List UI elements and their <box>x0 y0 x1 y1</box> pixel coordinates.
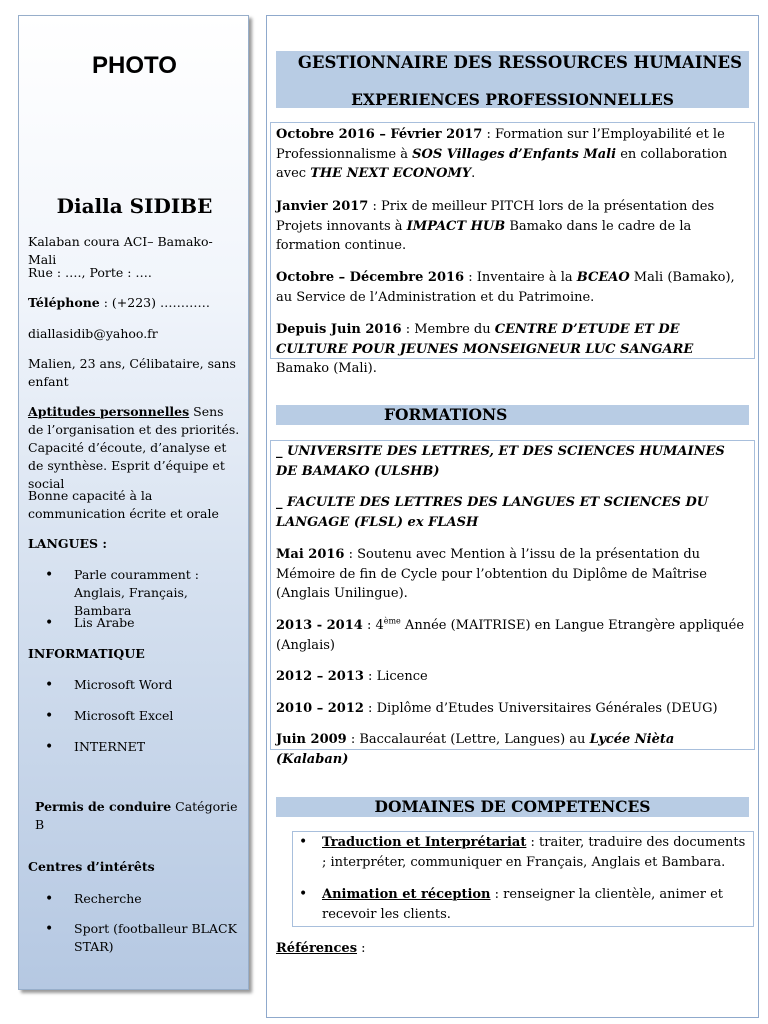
langue-item: Lis Arabe <box>74 615 135 630</box>
formation-date: Juin 2009 <box>276 732 347 747</box>
phone-value: : (+223) ………… <box>99 295 210 310</box>
personal-status: Malien, 23 ans, Célibataire, sans enfant <box>28 356 236 389</box>
bullet: • <box>45 891 54 907</box>
experience-date: Octobre – Décembre 2016 <box>276 270 465 285</box>
formation-institution: _ FACULTE DES LETTRES DES LANGUES ET SCIENCES DU LANGAGE (FLSL) ex FLASH <box>276 495 709 530</box>
aptitudes-label: Aptitudes personnelles <box>28 404 190 419</box>
phone-label: Téléphone <box>28 295 100 310</box>
bullet: • <box>45 739 54 755</box>
competence-label: Animation et réception <box>322 887 491 902</box>
formation-date: Mai 2016 <box>276 547 345 562</box>
formation-item: Juin 2009 : Baccalauréat (Lettre, Langues) au Lycée Nièta (Kalaban) <box>276 732 675 767</box>
bullet: • <box>45 677 54 693</box>
bullet: • <box>299 886 308 902</box>
bullet: • <box>45 921 54 937</box>
address: Kalaban coura ACI– Bamako- Mali <box>28 234 213 267</box>
competence-item: Traduction et Interprétariat : traiter, traduire des documents ; interpréter, communiquer en Français, Anglais et Bambara. <box>322 835 746 870</box>
permis-label: Permis de conduire <box>35 799 172 814</box>
email: diallasidib@yahoo.fr <box>28 326 158 341</box>
bullet: • <box>45 567 54 583</box>
job-title: GESTIONNAIRE DES RESSOURCES HUMAINES <box>297 53 742 72</box>
informatique-item: Microsoft Word <box>74 677 173 692</box>
formation-item: Mai 2016 : Soutenu avec Mention à l’issu de la présentation du Mémoire de fin de Cycle pour l’obtention du Diplôme de Maîtrise (Anglais Unilingue). <box>276 547 707 601</box>
experience-date: Janvier 2017 <box>276 199 369 214</box>
phone <box>28 294 242 312</box>
aptitudes-text: Sens de l’organisation et des priorités. Capacité d’écoute, d’analyse et de synthèse. Esprit d’équipe et social <box>28 404 240 491</box>
aptitudes <box>28 403 242 493</box>
competence-label: Traduction et Interprétariat <box>322 835 527 850</box>
interets-heading: Centres d’intérêts <box>28 859 155 874</box>
experience-item: Octobre 2016 – Février 2017 : Formation sur l’Employabilité et le Professionnalisme à SOS Villages d’Enfants Mali en collaboration avec THE NEXT ECONOMY. <box>276 127 728 181</box>
formation-item: 2012 – 2013 : Licence <box>276 669 428 684</box>
informatique-item: INTERNET <box>74 739 146 754</box>
experience-date: Octobre 2016 – Février 2017 <box>276 127 483 142</box>
experience-date: Depuis Juin 2016 <box>276 322 402 337</box>
header-band <box>276 51 749 108</box>
informatique-heading: INFORMATIQUE <box>28 646 145 661</box>
experience-item: Depuis Juin 2016 : Membre du CENTRE D’ETUDE ET DE CULTURE POUR JEUNES MONSEIGNEUR LUC SANGARE Bamako (Mali). <box>276 322 694 376</box>
formations-title: FORMATIONS <box>276 405 749 425</box>
sidebar <box>18 15 249 990</box>
langues-heading: LANGUES : <box>28 536 108 551</box>
references: Références : <box>276 941 366 956</box>
competence-item: Animation et réception : renseigner la clientèle, animer et recevoir les clients. <box>322 887 723 922</box>
bullet: • <box>45 615 54 631</box>
formation-date: 2010 – 2012 <box>276 701 364 716</box>
candidate-name: Dialla SIDIBE <box>56 194 213 218</box>
interet-item: Recherche <box>74 891 142 906</box>
photo-placeholder: PHOTO <box>92 52 177 79</box>
bullet: • <box>299 834 308 850</box>
interet-item: Sport (footballeur BLACK STAR) <box>74 921 237 954</box>
experiences-title: EXPERIENCES PROFESSIONNELLES <box>351 90 674 109</box>
competences-title: DOMAINES DE COMPETENCES <box>276 797 749 817</box>
langue-item: Parle couramment : Anglais, Français, Bambara <box>74 567 200 618</box>
street: Rue : …., Porte : …. <box>28 265 152 280</box>
experience-item: Janvier 2017 : Prix de meilleur PITCH lors de la présentation des Projets innovants à IMPACT HUB Bamako dans le cadre de la formation continue. <box>276 199 715 253</box>
experience-item: Octobre – Décembre 2016 : Inventaire à la BCEAO Mali (Bamako), au Service de l’Administration et du Patrimoine. <box>276 270 735 305</box>
formation-date: 2013 - 2014 <box>276 618 363 633</box>
permis <box>35 798 249 834</box>
formation-date: 2012 – 2013 <box>276 669 364 684</box>
informatique-item: Microsoft Excel <box>74 708 174 723</box>
formation-institution: _ UNIVERSITE DES LETTRES, ET DES SCIENCES HUMAINES DE BAMAKO (ULSHB) <box>276 444 725 479</box>
bullet: • <box>45 708 54 724</box>
formation-item: 2013 - 2014 : 4ème Année (MAITRISE) en Langue Etrangère appliquée (Anglais) <box>276 616 745 653</box>
formation-item: 2010 – 2012 : Diplôme d’Etudes Universitaires Générales (DEUG) <box>276 701 718 716</box>
communication: Bonne capacité à la communication écrite et orale <box>28 488 219 521</box>
references-label: Références <box>276 941 358 956</box>
permis-value: Catégorie B <box>35 799 238 832</box>
